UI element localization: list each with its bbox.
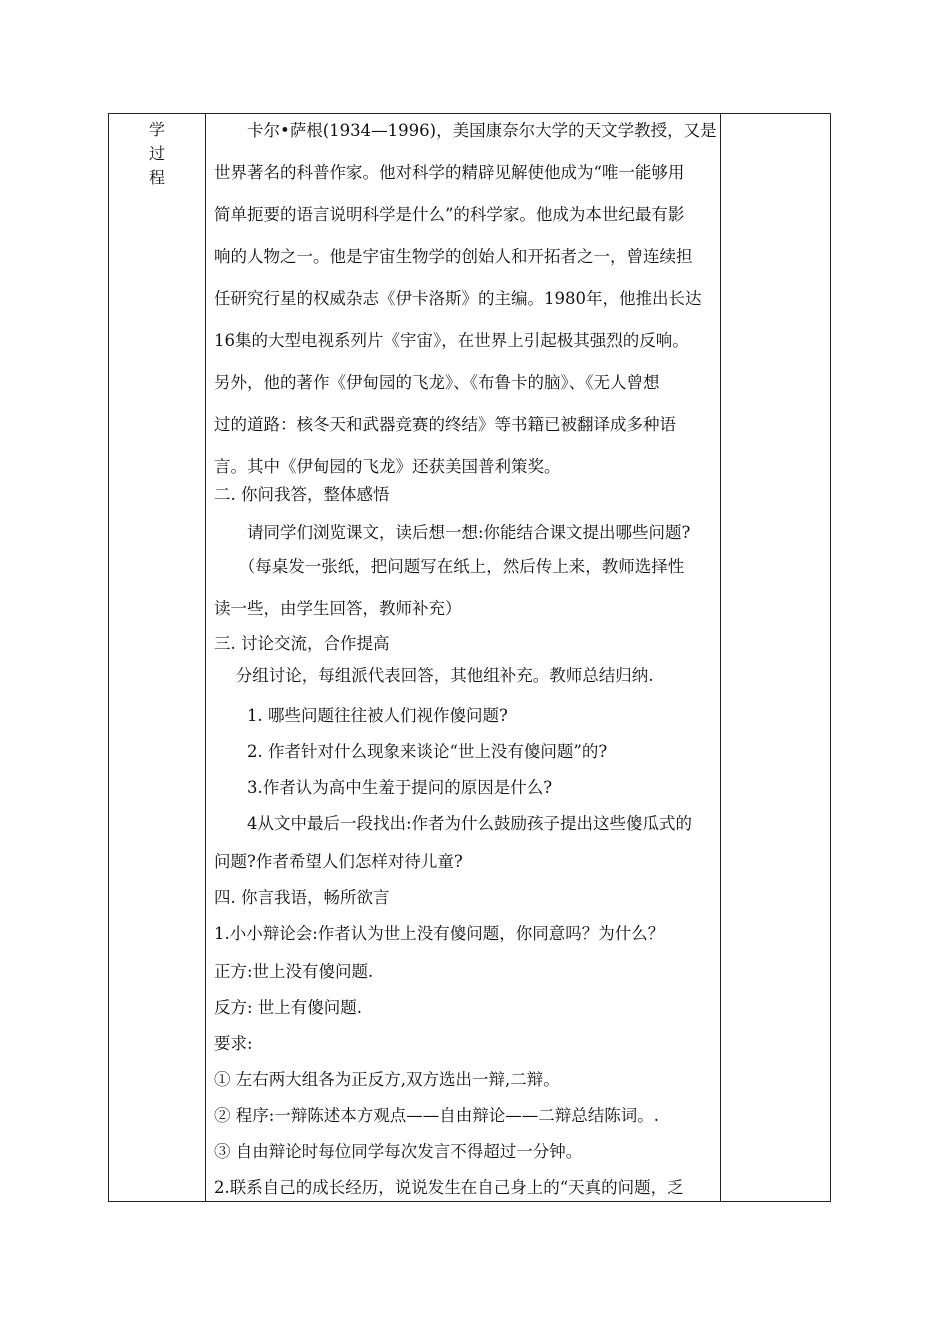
section-label-char: 过 (148, 144, 165, 163)
text-line: 简单扼要的语言说明科学是什么”的科学家。他成为本世纪最有影 (214, 205, 685, 224)
section-heading: 二. 你问我答，整体感悟 (214, 485, 390, 504)
text-line: 卡尔•萨根(1934—1996)，美国康奈尔大学的天文学教授，又是 (214, 121, 717, 140)
text-line: 另外，他的著作《伊甸园的飞龙》、《布鲁卡的脑》、《无人曾想 (214, 373, 660, 392)
text-line: 分组讨论，每组派代表回答，其他组补充。教师总结归纳. (214, 666, 654, 685)
section-label-char: 学 (148, 120, 165, 139)
text-line: （每桌发一张纸，把问题写在纸上，然后传上来，教师选择性 (214, 557, 685, 576)
text-line: 反方: 世上有傻问题. (214, 998, 363, 1017)
text-line: 世界著名的科普作家。他对科学的精辟见解使他成为“唯一能够用 (214, 163, 685, 182)
requirement-item: ③ 自由辩论时每位同学每次发言不得超过一分钟。 (214, 1142, 583, 1161)
text-line: 正方:世上没有傻问题. (214, 962, 374, 981)
text-line: 响的人物之一。他是宇宙生物学的创始人和开拓者之一，曾连续担 (214, 247, 693, 266)
question-item: 1. 哪些问题往往被人们视作傻问题? (214, 706, 508, 725)
text-line: 16集的大型电视系列片《宇宙》，在世界上引起极其强烈的反响。 (214, 331, 689, 350)
text-line: 1.小小辩论会:作者认为世上没有傻问题，你同意吗？为什么？ (214, 924, 665, 943)
section-label-char: 程 (148, 168, 165, 187)
text-line: 问题?作者希望人们怎样对待儿童? (214, 852, 463, 871)
column-divider (205, 114, 206, 1201)
question-item: 4从文中最后一段找出:作者为什么鼓励孩子提出这些傻瓜式的 (214, 814, 693, 833)
question-item: 2. 作者针对什么现象来谈论“世上没有傻问题”的? (214, 742, 608, 761)
text-line: 请同学们浏览课文，读后想一想:你能结合课文提出哪些问题? (214, 523, 691, 542)
text-line: 读一些，由学生回答，教师补充） (214, 599, 462, 618)
column-divider (720, 114, 721, 1201)
section-label-cell (109, 114, 205, 190)
requirement-item: ① 左右两大组各为正反方,双方选出一辩,二辩。 (214, 1070, 560, 1089)
requirement-item: ② 程序:一辩陈述本方观点——自由辩论——二辩总结陈词。. (214, 1106, 660, 1125)
text-line: 2.联系自己的成长经历，说说发生在自己身上的“天真的问题，乏 (214, 1178, 684, 1197)
lesson-table (108, 113, 831, 1202)
question-item: 3.作者认为高中生羞于提问的原因是什么? (214, 778, 553, 797)
section-heading: 四. 你言我语，畅所欲言 (214, 888, 390, 907)
text-line: 要求: (214, 1034, 253, 1053)
text-line: 过的道路：核冬天和武器竞赛的终结》等书籍已被翻译成多种语 (214, 415, 676, 434)
section-heading: 三. 讨论交流，合作提高 (214, 634, 390, 653)
text-line: 言。其中《伊甸园的飞龙》还获美国普利策奖。 (214, 457, 561, 476)
text-line: 任研究行星的权威杂志《伊卡洛斯》的主编。1980年，他推出长达 (214, 289, 702, 308)
